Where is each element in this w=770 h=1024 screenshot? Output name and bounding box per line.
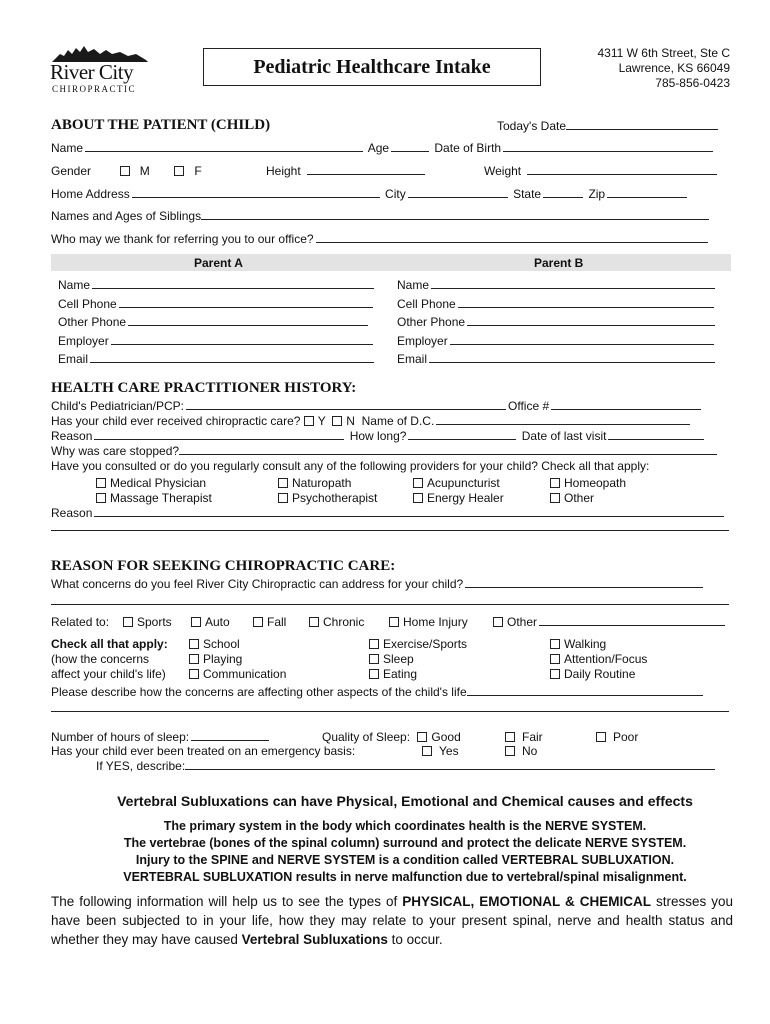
provider-acupuncturist-checkbox[interactable] <box>413 478 423 488</box>
walking-checkbox[interactable] <box>550 639 560 649</box>
parent-b-other-field[interactable] <box>467 315 715 326</box>
provider-naturopath <box>278 476 351 491</box>
describe-row <box>51 685 705 699</box>
if-yes-field[interactable] <box>185 759 715 770</box>
concerns-label: What concerns do you feel River City Chiropractic can address for your child? <box>51 577 464 591</box>
received-row <box>51 414 719 429</box>
provider-energy-label: Energy Healer <box>427 491 504 505</box>
parent-b-row-name <box>397 276 717 295</box>
communication-label: Communication <box>203 667 287 681</box>
provider-acupuncturist <box>413 476 500 491</box>
reason-row <box>51 429 719 444</box>
item-playing <box>189 652 286 667</box>
provider-other-label: Other <box>564 491 595 505</box>
received-y-label: Y <box>317 414 326 428</box>
attention-checkbox[interactable] <box>550 654 560 664</box>
related-fall <box>253 615 286 629</box>
provider-naturopath-checkbox[interactable] <box>278 478 288 488</box>
item-school <box>189 637 286 652</box>
sleep-good-label: Good <box>431 730 461 744</box>
form-title-box <box>203 48 541 86</box>
describe-field[interactable] <box>467 685 703 696</box>
why-stopped-label: Why was care stopped? <box>51 444 180 458</box>
item-communication <box>189 667 286 682</box>
info-point-3: Injury to the SPINE and NERVE SYSTEM is a condition called VERTEBRAL SUBLUXATION. <box>135 853 675 867</box>
eating-checkbox[interactable] <box>369 669 379 679</box>
related-sports-label: Sports <box>137 615 172 629</box>
sleep-fair-checkbox[interactable] <box>505 732 515 742</box>
playing-checkbox[interactable] <box>189 654 199 664</box>
parent-a-row-employer <box>58 332 376 351</box>
parent-a-email-field[interactable] <box>90 352 374 363</box>
concerns-field[interactable] <box>465 577 703 588</box>
sleep-quality-row <box>322 730 461 744</box>
describe-line2[interactable] <box>51 711 729 712</box>
parent-a-title: Parent A <box>194 256 243 270</box>
consult-text: Have you consulted or do you regularly consult any of the following providers for your child? Check all that apply: <box>51 459 650 473</box>
home-address-label: Home Address <box>51 187 130 201</box>
related-sports-checkbox[interactable] <box>123 617 133 627</box>
height-label: Height <box>266 164 301 178</box>
parent-b-cell-field[interactable] <box>458 297 714 308</box>
item-walking <box>550 637 647 652</box>
sleep-good-checkbox[interactable] <box>417 732 427 742</box>
info-body-a: The following information will help us to see the types of <box>51 894 403 909</box>
school-checkbox[interactable] <box>189 639 199 649</box>
parent-a-row-cell <box>58 295 376 314</box>
provider-acupuncturist-label: Acupuncturist <box>427 476 500 490</box>
provider-medical-checkbox[interactable] <box>96 478 106 488</box>
age-field[interactable] <box>391 141 429 152</box>
history-reason-line2[interactable] <box>51 530 729 531</box>
parent-a-label-email: Email <box>58 352 89 366</box>
attention-label: Attention/Focus <box>564 652 648 666</box>
parent-a-row-email <box>58 350 376 369</box>
history-reason-row <box>51 506 726 520</box>
gender-row <box>51 164 202 178</box>
logo-name: River City <box>50 60 134 84</box>
parent-a-label-name: Name <box>58 278 91 292</box>
parent-b-label-employer: Employer <box>397 333 448 348</box>
provider-psychotherapist <box>278 491 377 506</box>
todays-date-field[interactable] <box>566 119 718 130</box>
pediatrician-row <box>51 399 719 414</box>
emergency-yes-checkbox[interactable] <box>422 746 432 756</box>
name-dc-field[interactable] <box>436 414 690 425</box>
check-col2 <box>369 637 467 682</box>
weight-label: Weight <box>484 164 522 178</box>
parent-b-title: Parent B <box>534 256 584 270</box>
parent-a-other-field[interactable] <box>128 315 368 326</box>
pediatrician-field[interactable] <box>186 399 506 410</box>
provider-massage <box>96 491 212 506</box>
parent-b-row-employer <box>397 332 717 351</box>
emergency-row <box>51 744 355 758</box>
related-home-injury <box>389 615 468 629</box>
office-label: Office # <box>508 399 550 413</box>
dob-label: Date of Birth <box>434 141 502 155</box>
parent-a-row-other <box>58 313 376 332</box>
history-reason-label: Reason <box>51 506 93 520</box>
emergency-label: Has your child ever been treated on an emergency basis: <box>51 744 356 758</box>
daily-routine-label: Daily Routine <box>564 667 636 681</box>
logo-subname: CHIROPRACTIC <box>52 84 137 94</box>
logo <box>50 40 150 100</box>
address-phone: 785-856-0423 <box>655 76 730 90</box>
provider-other <box>550 491 594 506</box>
item-eating <box>369 667 467 682</box>
reason-label: Reason <box>51 429 93 443</box>
last-visit-label: Date of last visit <box>521 429 607 443</box>
sleep-label: Sleep <box>383 652 414 666</box>
info-body-d: Vertebral Subluxations <box>241 932 388 947</box>
communication-checkbox[interactable] <box>189 669 199 679</box>
parent-a-label-cell: Cell Phone <box>58 296 117 311</box>
home-address-field[interactable] <box>132 187 380 198</box>
sleep-fair-label: Fair <box>522 730 543 744</box>
sleep-hours-row <box>51 730 271 744</box>
info-points <box>0 818 770 886</box>
section-heading-history: HEALTH CARE PRACTITIONER HISTORY: <box>51 380 357 396</box>
how-long-field[interactable] <box>408 429 516 440</box>
parent-a-label-other: Other Phone <box>58 315 127 329</box>
todays-date-row <box>497 119 720 133</box>
related-label: Related to: <box>51 615 110 629</box>
provider-homeopath-label: Homeopath <box>564 476 627 490</box>
height-row <box>266 164 427 178</box>
received-n-checkbox[interactable] <box>332 416 342 426</box>
parent-a-cell-field[interactable] <box>119 297 373 308</box>
parent-a-fields <box>58 276 376 369</box>
last-visit-field[interactable] <box>608 429 704 440</box>
info-point-2: The vertebrae (bones of the spinal column) surround and protect the delicate NERVE SYSTEM. <box>123 836 687 850</box>
why-stopped-row <box>51 444 719 459</box>
check-col1 <box>189 637 286 682</box>
provider-psychotherapist-label: Psychotherapist <box>292 491 378 505</box>
provider-medical <box>96 476 206 491</box>
provider-psychotherapist-checkbox[interactable] <box>278 493 288 503</box>
siblings-label: Names and Ages of Siblings <box>51 209 202 223</box>
referral-row <box>51 232 710 246</box>
address-row <box>51 187 689 201</box>
if-yes-label: If YES, describe: <box>96 759 186 773</box>
name-label: Name <box>51 141 84 155</box>
emergency-yes <box>422 744 459 758</box>
why-stopped-field[interactable] <box>179 444 717 455</box>
related-chronic-checkbox[interactable] <box>309 617 319 627</box>
check-all-label: Check all that apply: <box>51 637 168 651</box>
playing-label: Playing <box>203 652 243 666</box>
sleep-hours-field[interactable] <box>191 730 269 741</box>
name-row <box>51 141 715 155</box>
weight-field[interactable] <box>527 164 717 175</box>
parent-a-employer-field[interactable] <box>111 334 373 345</box>
sleep-poor-label: Poor <box>613 730 639 744</box>
sleep-poor <box>596 730 638 744</box>
info-body-b: PHYSICAL, EMOTIONAL & CHEMICAL <box>402 894 651 909</box>
city-label: City <box>385 187 406 201</box>
related-row <box>51 615 741 629</box>
history-block <box>51 399 719 474</box>
gender-label: Gender <box>51 164 92 178</box>
history-reason-field[interactable] <box>94 506 724 517</box>
address-line1: 4311 W 6th Street, Ste C <box>597 46 730 60</box>
related-auto-checkbox[interactable] <box>191 617 201 627</box>
walking-label: Walking <box>564 637 607 651</box>
emergency-yes-label: Yes <box>439 744 459 758</box>
pediatrician-label: Child's Pediatrician/PCP: <box>51 399 185 413</box>
info-point-4: VERTEBRAL SUBLUXATION results in nerve malfunction due to vertebral/spinal misalignment. <box>123 870 687 884</box>
related-home-label: Home Injury <box>403 615 468 629</box>
section-heading-seeking: REASON FOR SEEKING CHIROPRACTIC CARE: <box>51 558 396 574</box>
reason-field[interactable] <box>94 429 344 440</box>
emergency-no <box>505 744 537 758</box>
state-label: State <box>513 187 542 201</box>
school-label: School <box>203 637 240 651</box>
state-field[interactable] <box>543 187 583 198</box>
related-fall-checkbox[interactable] <box>253 617 263 627</box>
parent-b-label-other: Other Phone <box>397 315 466 329</box>
related-chronic-label: Chronic <box>323 615 365 629</box>
parent-b-row-email <box>397 350 717 369</box>
city-field[interactable] <box>408 187 508 198</box>
emergency-no-checkbox[interactable] <box>505 746 515 756</box>
parent-b-fields <box>397 276 717 369</box>
related-chronic <box>309 615 364 629</box>
concerns-row <box>51 577 705 591</box>
provider-energy-checkbox[interactable] <box>413 493 423 503</box>
related-fall-label: Fall <box>267 615 287 629</box>
sleep-fair <box>505 730 543 744</box>
item-attention <box>550 652 647 667</box>
provider-medical-label: Medical Physician <box>110 476 207 490</box>
related-sports <box>123 615 172 629</box>
zip-field[interactable] <box>607 187 687 198</box>
child-name-field[interactable] <box>85 141 363 152</box>
eating-label: Eating <box>383 667 418 681</box>
provider-massage-checkbox[interactable] <box>96 493 106 503</box>
received-label: Has your child ever received chiropractic care? <box>51 414 301 428</box>
info-body-e: to occur. <box>387 932 443 947</box>
referral-label: Who may we thank for referring you to our office? <box>51 232 314 246</box>
item-sleep <box>369 652 467 667</box>
office-field[interactable] <box>551 399 701 410</box>
parent-b-email-field[interactable] <box>429 352 715 363</box>
todays-date-label: Today's Date <box>497 119 566 133</box>
gender-m-checkbox[interactable] <box>120 166 130 176</box>
related-other-label: Other <box>507 615 538 629</box>
how-long-label: How long? <box>349 429 407 443</box>
parent-b-row-cell <box>397 295 717 314</box>
form-title: Pediatric Healthcare Intake <box>253 56 491 78</box>
gender-f-label: F <box>194 164 202 178</box>
related-auto <box>191 615 230 629</box>
info-body <box>51 892 733 949</box>
age-label: Age <box>367 141 390 155</box>
info-heading: Vertebral Subluxations can have Physical, Emotional and Chemical causes and effects <box>117 793 693 809</box>
related-other <box>493 615 727 629</box>
related-other-field[interactable] <box>539 615 725 626</box>
daily-routine-checkbox[interactable] <box>550 669 560 679</box>
gender-f-checkbox[interactable] <box>174 166 184 176</box>
address-line2: Lawrence, KS 66049 <box>618 61 730 75</box>
height-field[interactable] <box>307 164 425 175</box>
received-y-checkbox[interactable] <box>304 416 314 426</box>
describe-label: Please describe how the concerns are affecting other aspects of the child's life <box>51 685 467 699</box>
concerns-line2[interactable] <box>51 604 729 605</box>
provider-homeopath <box>550 476 626 491</box>
provider-other-checkbox[interactable] <box>550 493 560 503</box>
parent-b-employer-field[interactable] <box>450 334 714 345</box>
sleep-hours-label: Number of hours of sleep: <box>51 730 190 744</box>
check-all-labels <box>51 637 168 682</box>
sleep-quality-label: Quality of Sleep: <box>322 730 411 744</box>
provider-energy-healer <box>413 491 504 506</box>
related-home-checkbox[interactable] <box>389 617 399 627</box>
parent-a-name-field[interactable] <box>92 278 374 289</box>
sleep-poor-checkbox[interactable] <box>596 732 606 742</box>
if-yes-row <box>96 759 717 773</box>
check-col3 <box>550 637 647 682</box>
info-point-1: The primary system in the body which coordinates health is the NERVE SYSTEM. <box>163 819 647 833</box>
parent-a-row-name <box>58 276 376 295</box>
item-exercise <box>369 637 467 652</box>
affect-label: affect your child's life) <box>51 667 166 681</box>
exercise-checkbox[interactable] <box>369 639 379 649</box>
parent-b-label-cell: Cell Phone <box>397 296 456 311</box>
referral-field[interactable] <box>316 232 708 243</box>
gender-m-label: M <box>139 164 150 178</box>
name-dc-label: Name of D.C. <box>361 414 435 428</box>
item-daily-routine <box>550 667 647 682</box>
sleep-checkbox[interactable] <box>369 654 379 664</box>
provider-naturopath-label: Naturopath <box>292 476 352 490</box>
provider-massage-label: Massage Therapist <box>110 491 212 505</box>
provider-homeopath-checkbox[interactable] <box>550 478 560 488</box>
clinic-address <box>597 46 730 91</box>
section-heading-about: ABOUT THE PATIENT (CHILD) <box>51 117 271 133</box>
parent-b-row-other <box>397 313 717 332</box>
related-auto-label: Auto <box>205 615 230 629</box>
parent-b-label-name: Name <box>397 278 430 292</box>
exercise-label: Exercise/Sports <box>383 637 468 651</box>
zip-label: Zip <box>588 187 606 201</box>
info-body-c: stresses you have been subjected to in your life, how they may relate to your present spinal, nerve and health status and whether they may have caused <box>51 894 734 947</box>
emergency-no-label: No <box>522 744 538 758</box>
siblings-field[interactable] <box>201 209 709 220</box>
how-concerns-label: (how the concerns <box>51 652 150 666</box>
parent-b-name-field[interactable] <box>431 278 715 289</box>
siblings-row <box>51 209 711 223</box>
received-n-label: N <box>346 414 355 428</box>
weight-row <box>484 164 719 178</box>
related-other-checkbox[interactable] <box>493 617 503 627</box>
parent-a-label-employer: Employer <box>58 333 109 348</box>
parents-header-bar <box>51 254 731 271</box>
dob-field[interactable] <box>503 141 713 152</box>
parent-b-label-email: Email <box>397 352 428 366</box>
